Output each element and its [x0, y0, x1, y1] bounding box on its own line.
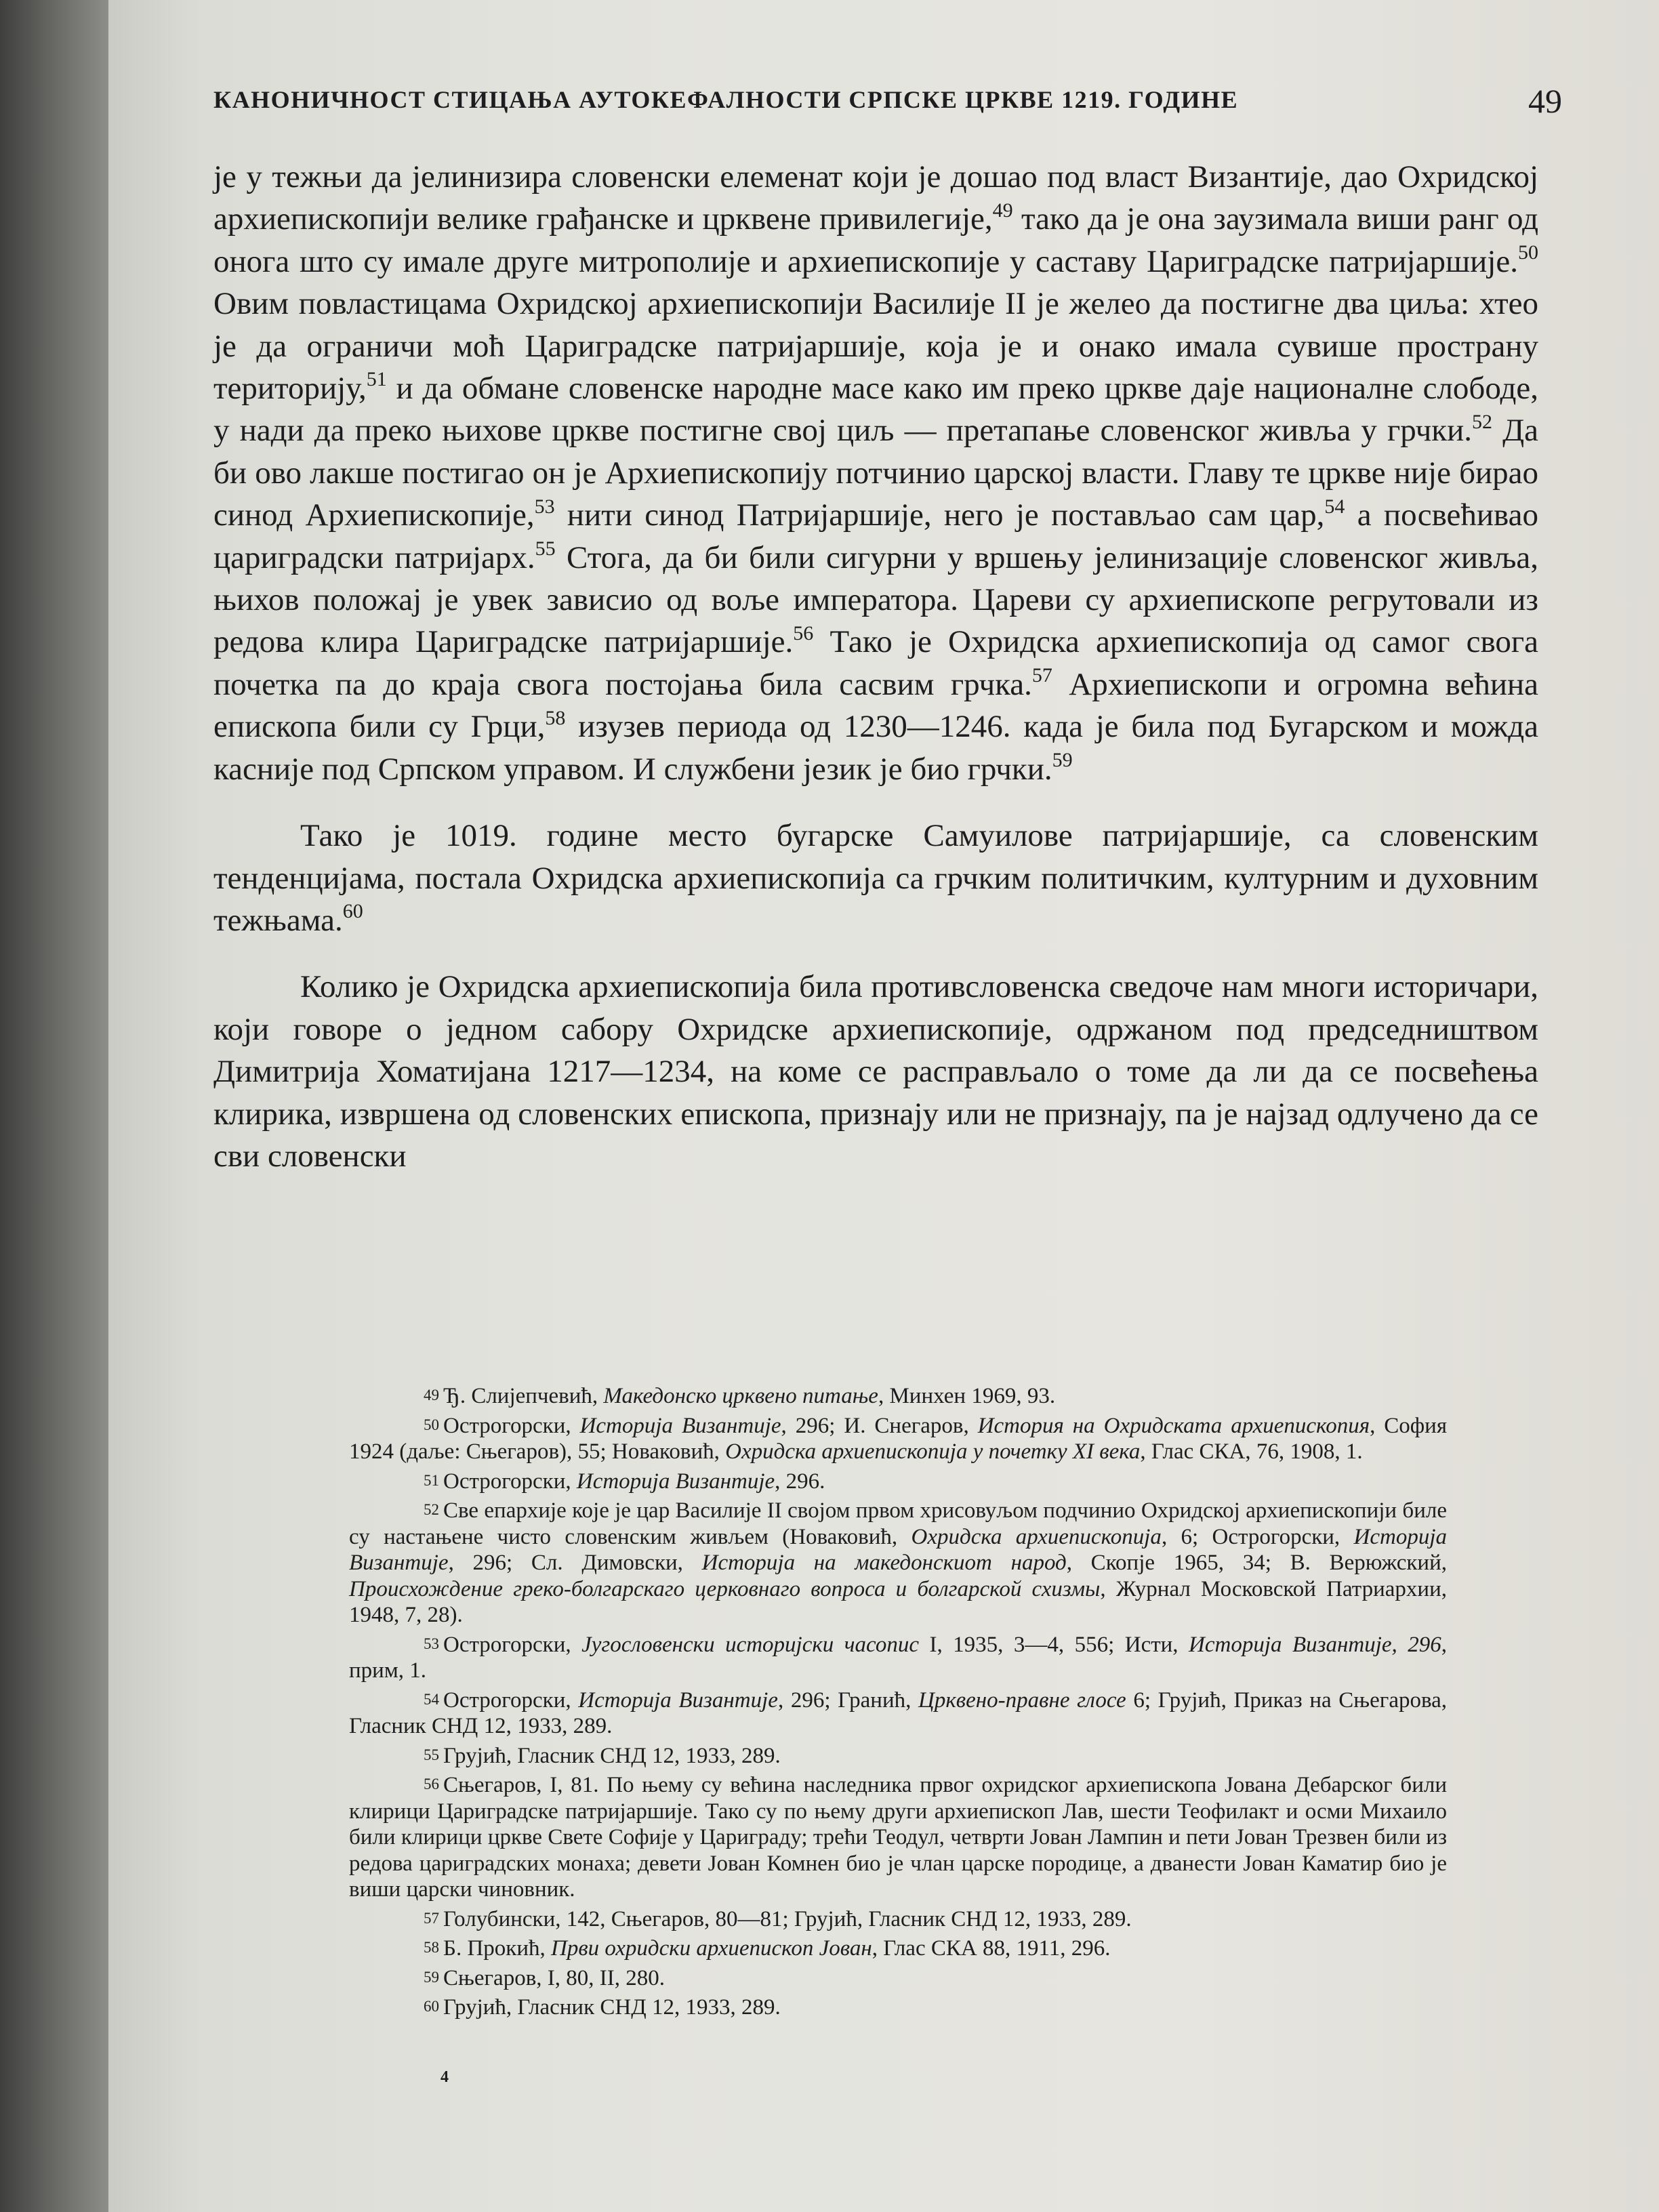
footnote-text: Острогорски,	[443, 1413, 580, 1438]
footnote-ref-60: 60	[342, 900, 363, 923]
footnote-text: Острогорски,	[443, 1632, 582, 1657]
footnote-57	[349, 1906, 1447, 1933]
footnote-text: , Глас СКА 88, 1911, 296.	[872, 1936, 1111, 1961]
footnote-title: История на Охридската архиепископия	[977, 1413, 1370, 1438]
footnote-number: 54	[424, 1690, 439, 1708]
footnote-text: Ђ. Слијепчевић,	[443, 1384, 604, 1408]
paragraph-1	[213, 156, 1538, 790]
footnote-60	[349, 1994, 1447, 2021]
footnote-text: , Скопје 1965, 34; В. Верюжский,	[1066, 1551, 1448, 1575]
footnote-number: 55	[424, 1746, 439, 1763]
footnote-ref-53: 53	[534, 495, 555, 518]
printer-signature-mark: 4	[441, 2068, 449, 2086]
footnote-ref-59: 59	[1052, 749, 1073, 772]
footnote-number: 49	[424, 1387, 439, 1404]
footnote-text: , прим, 1.	[349, 1632, 1447, 1683]
footnote-54	[349, 1687, 1447, 1740]
text-run: је у тежњи да јелинизира словенски елеменат који је дошао под власт Византије, дао Охридској архиепископији велике грађанске и црквене привилегије,	[213, 159, 1538, 237]
footnote-title: Историја Византије, 296	[1189, 1632, 1441, 1657]
footnote-number: 52	[424, 1501, 439, 1518]
footnote-53	[349, 1631, 1447, 1684]
footnote-ref-57: 57	[1031, 664, 1052, 687]
footnote-50	[349, 1412, 1447, 1465]
footnote-text: , 296; И. Снегаров,	[781, 1413, 978, 1438]
footnote-title: Историја Византије	[349, 1524, 1448, 1575]
footnote-title: Први охридски архиепископ Јован	[550, 1936, 872, 1961]
footnote-title: Происхождение греко-болгарскаго церковнаго вопроса и болгарской схизмы	[349, 1576, 1101, 1601]
paragraph-2	[213, 815, 1538, 941]
footnote-title: Историја Византије	[579, 1413, 781, 1438]
footnote-text: Сњегаров, I, 81. По њему су већина наследника првог охридског архиепископа Јована Дебарског били клирици Цариградске патријаршије. Тако су по њему други архиепископ Лав, шести Теофилакт и осми Михаило били клирици цркве Свете Софије у Цариграду; трећи Теодул, четврти Јован Лампин и пети Јован Трезвен били из редова цариградских монаха; девети Јован Комнен био је члан царске породице, а дванести Јован Каматир био је виши царски чиновник.	[349, 1773, 1447, 1902]
footnote-title: Југословенски историјски часопис	[581, 1632, 919, 1657]
footnote-ref-58: 58	[545, 706, 566, 729]
footnote-number: 50	[424, 1416, 439, 1433]
text-run: Овим повластицама Охридској архиепископији Василије II је желео да постигне два циља: хтео је да ограничи моћ Цариградске патријаршије, која је и онако имала сувише пространу територију,	[213, 286, 1538, 407]
footnote-58	[349, 1935, 1447, 1962]
page-header	[213, 75, 1562, 129]
footnote-ref-54: 54	[1324, 495, 1345, 518]
footnote-text: Б. Прокић,	[443, 1936, 551, 1961]
footnote-title: Историја Византије	[578, 1687, 778, 1713]
text-run: а посвећивао цариградски патријарх.	[213, 497, 1538, 575]
text-run: изузев периода од 1230—1246. када је била под Бугарском и можда касније под Српском управом. И службени језик је био грчки.	[213, 709, 1538, 787]
footnotes	[349, 1382, 1447, 2024]
footnote-title: Историја Византије	[576, 1469, 775, 1494]
main-text	[213, 156, 1538, 1177]
text-run: Архиепископи и огромна већина епископа били су Грци,	[213, 666, 1538, 745]
footnote-text: Острогорски,	[443, 1687, 579, 1713]
footnote-number: 51	[424, 1471, 439, 1489]
footnote-ref-51: 51	[366, 368, 387, 391]
footnote-text: 6; Грујић, Приказ на Сњегарова, Гласник СНД 12, 1933, 289.	[349, 1687, 1448, 1738]
text-run: Стога, да би били сигурни у вршењу јелинизације словенског живља, њихов положај је увек зависио од воље императора. Цареви су архиепископе регрутовали из редова клира Цариградске патријаршије.	[213, 539, 1538, 660]
footnote-number: 53	[424, 1635, 439, 1652]
text-run: Колико је Охридска архиепископија била противсловенска сведоче нам многи историчари, који говоре о једном сабору Охридске архиепископије, одржаном под председништвом Димитрија Хоматијана 1217—1234, на коме се расправљало о томе да ли да се посвећења клирика, извршена од словенских епископа, признају или не признају, па је најзад одлучено да се сви словенски	[213, 969, 1538, 1174]
footnote-text: Острогорски,	[443, 1469, 577, 1494]
paragraph-3	[213, 966, 1538, 1177]
footnote-ref-55: 55	[535, 537, 556, 560]
text-run: нити синод Патријаршије, него је постављао сам цар,	[554, 497, 1325, 533]
footnote-text: , София 1924 (даље: Сњегаров), 55; Новаковић,	[349, 1413, 1447, 1464]
footnote-55	[349, 1742, 1447, 1769]
footnote-ref-49: 49	[992, 199, 1013, 222]
footnote-59	[349, 1965, 1447, 1992]
footnote-title: Црквено-правне глосе	[918, 1687, 1126, 1713]
text-run: Да би ово лакше постигао он је Архиепископију потчинио царској власти. Главу те цркве није бирао синод Архиепископије,	[213, 413, 1539, 533]
text-run: и да обмане словенске народне масе како им преко цркве даје националне слободе, у нади да преко њихове цркве постигне свој циљ — претапање словенског живља у грчки.	[213, 371, 1538, 449]
footnote-number: 59	[424, 1968, 439, 1986]
footnote-number: 60	[424, 1998, 439, 2015]
footnote-text: I, 1935, 3—4, 556; Исти,	[919, 1632, 1189, 1657]
footnote-ref-50: 50	[1518, 241, 1538, 264]
text-run: тако да је она заузимала виши ранг од онога што су имале друге митрополије и архиепископије у саставу Цариградске патријаршије.	[213, 201, 1539, 279]
footnote-text: , 296; Гранић,	[777, 1687, 919, 1713]
footnote-text: , Минхен 1969, 93.	[878, 1384, 1056, 1408]
footnote-text: Грујић, Гласник СНД 12, 1933, 289.	[443, 1995, 781, 2020]
footnote-number: 56	[424, 1776, 439, 1793]
book-binding-shadow	[0, 0, 108, 2212]
footnote-text: , 296.	[775, 1469, 825, 1494]
footnote-56	[349, 1771, 1447, 1903]
text-run: Тако је 1019. године место бугарске Самуилове патријаршије, са словенским тенденцијама, постала Охридска архиепископија са грчким политичким, културним и духовним тежњама.	[213, 818, 1538, 938]
footnote-49	[349, 1382, 1447, 1410]
footnote-51	[349, 1468, 1447, 1495]
footnote-title: Македонско црквено питање	[603, 1384, 878, 1408]
footnote-text: , Глас СКА, 76, 1908, 1.	[1140, 1439, 1363, 1464]
footnote-text: Све епархије које је цар Василије II својом првом хрисовуљом подчинио Охридској архиепископији биле су настањене чисто словенским живљем (Новаковић,	[349, 1498, 1447, 1549]
footnote-text: , 296; Сл. Димовски,	[448, 1551, 702, 1575]
footnote-ref-56: 56	[793, 621, 814, 644]
footnote-text: Голубински, 142, Сњегаров, 80—81; Грујић, Гласник СНД 12, 1933, 289.	[443, 1906, 1132, 1931]
footnote-text: , Журнал Московской Патриархии, 1948, 7, 28).	[349, 1576, 1447, 1627]
footnote-number: 58	[424, 1939, 439, 1956]
footnote-number: 57	[424, 1909, 439, 1927]
footnote-title: Охридска архиепископија у почетку XI века	[725, 1439, 1141, 1464]
page-number: 49	[1528, 82, 1562, 120]
footnote-title: Охридска архиепископија	[911, 1524, 1162, 1549]
footnote-text: , 6; Острогорски,	[1161, 1524, 1354, 1549]
running-title: КАНОНИЧНОСТ СТИЦАЊА АУТОКЕФАЛНОСТИ СРПСКЕ ЦРКВЕ 1219. ГОДИНЕ	[213, 86, 1239, 113]
text-run: Тако је Охридска архиепископија од самог свога почетка па до краја свога постојања била сасвим грчка.	[213, 624, 1539, 702]
footnote-ref-52: 52	[1471, 410, 1492, 433]
footnote-text: Грујић, Гласник СНД 12, 1933, 289.	[443, 1743, 781, 1768]
footnote-title: Историја на македонскиот народ	[701, 1551, 1067, 1575]
footnote-text: Сњегаров, I, 80, II, 280.	[443, 1965, 665, 1990]
footnote-52	[349, 1497, 1447, 1629]
